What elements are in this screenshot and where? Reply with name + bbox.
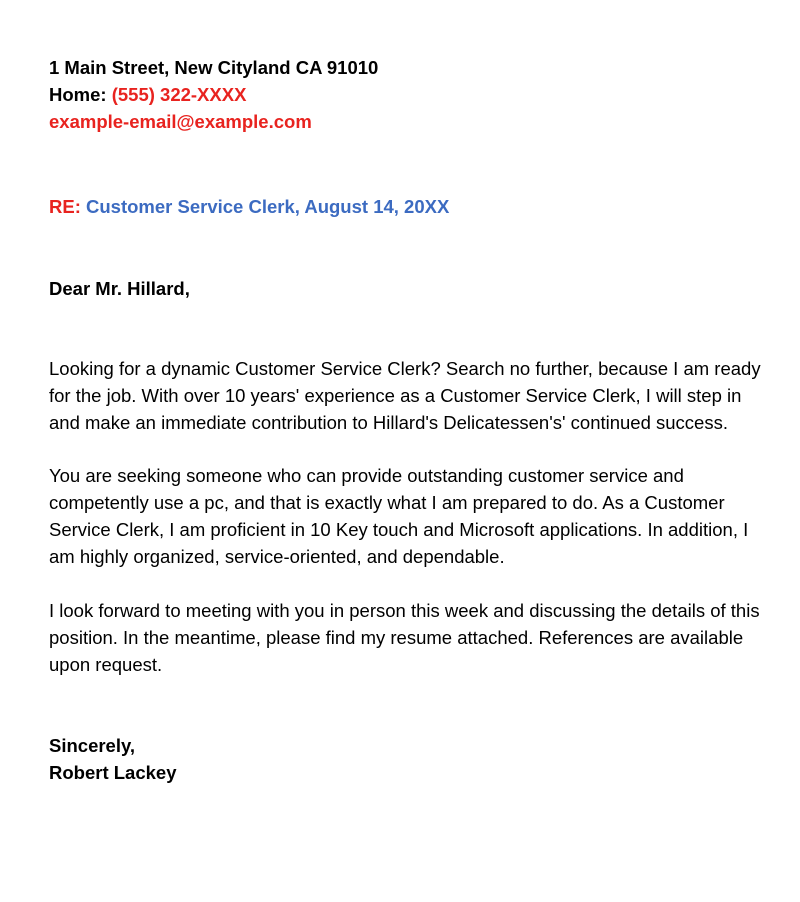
closing-block: [49, 732, 769, 786]
cover-letter: [49, 54, 769, 786]
phone-number: (555) 322-XXXX: [111, 84, 247, 105]
subject-text: Customer Service Clerk, August 14, 20XX: [86, 196, 450, 217]
sender-contact-block: [49, 54, 769, 135]
signature-name: Robert Lackey: [49, 762, 177, 783]
valediction: Sincerely,: [49, 735, 136, 756]
body-paragraph-3: I look forward to meeting with you in person this week and discussing the details of this position. In the meantime, please find my resume attached. References are available upon request.: [49, 600, 760, 675]
sender-phone-line: [49, 81, 769, 108]
salutation: Dear Mr. Hillard,: [49, 278, 190, 299]
subject-line: [49, 193, 769, 220]
phone-label: Home:: [49, 84, 107, 105]
sender-address: 1 Main Street, New Cityland CA 91010: [49, 57, 379, 78]
body-paragraph-1: Looking for a dynamic Customer Service Clerk? Search no further, because I am ready for the job. With over 10 years' experience as a Customer Service Clerk, I will step in and make an immediate contribution to Hillard's Delicatessen's' continued success.: [49, 358, 761, 433]
sender-email: example-email@example.com: [49, 111, 312, 132]
subject-label: RE:: [49, 196, 81, 217]
body-paragraph-2: You are seeking someone who can provide outstanding customer service and competently use a pc, and that is exactly what I am prepared to do. As a Customer Service Clerk, I am proficient in 10 Key touch and Microsoft applications. In addition, I am highly organized, service-oriented, and dependable.: [49, 465, 749, 567]
